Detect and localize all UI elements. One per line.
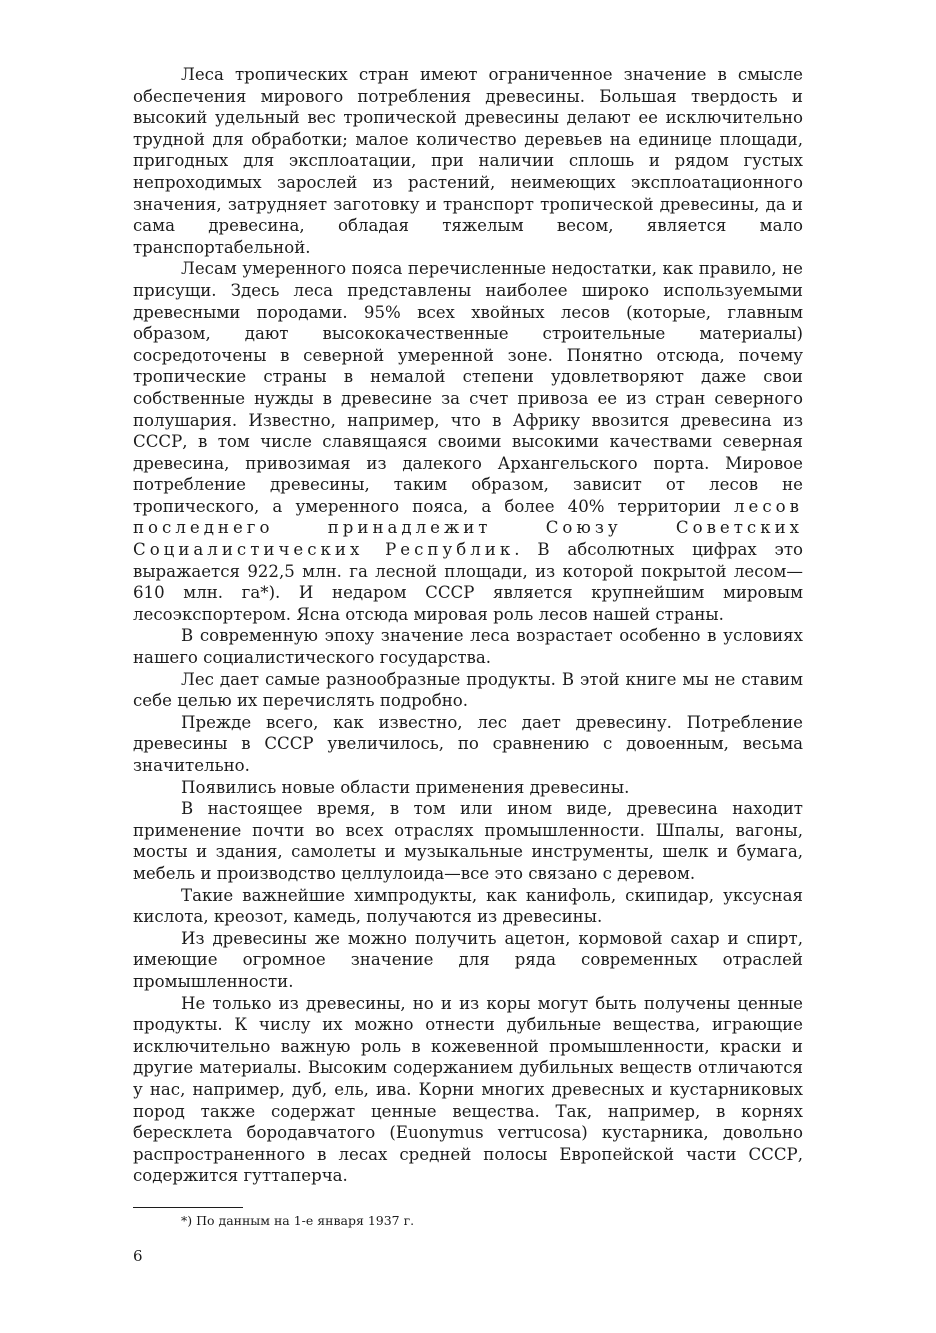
paragraph-industries: В настоящее время, в том или ином виде, древесина находит применение почти во всех отраслях промышленности. Шпалы, вагоны, мосты и здания, самолеты и музыкальные инструменты, шелк и бумага, мебель и производство целлулоида—все это связано с деревом. — [133, 799, 803, 883]
paragraph-bark-products: Не только из древесины, но и из коры могут быть получены ценные продукты. К числу их можно отнести дубильные вещества, играющие исключительно важную роль в кожевенной промышленности, краски и другие материалы. Высоким содержанием дубильных веществ отличаются у нас, например, дуб, ель, ива. Корни многих древесных и кустарниковых пород также содержат ценные вещества. Так, например, в корнях бересклета бородавчатого (Euonymus verrucosa) кустарника, довольно распространенного в лесах средней полосы Европейской части СССР, содержится гуттаперча. — [133, 993, 803, 1186]
page-number: 6 — [133, 1247, 143, 1265]
paragraph-new-applications: Появились новые области применения древесины. — [181, 777, 630, 797]
body-text — [133, 64, 803, 1187]
footnote-divider — [133, 1207, 243, 1208]
paragraph-acetone-sugar: Из древесины же можно получить ацетон, кормовой сахар и спирт, имеющие огромное значение для ряда современных отраслей промышленности. — [133, 928, 803, 991]
paragraph-temperate-forests-tail: . В абсолютных цифрах это выражается 922,5 млн. га лесной площади, из которой покрытой лесом—610 млн. га*). И недаром СССР является крупнейшим мировым лесоэкспортером. Ясна отсюда мировая роль лесов нашей страны. — [133, 540, 803, 624]
paragraph-temperate-forests-lead: Лесам умеренного пояса перечисленные недостатки, как правило, не присущи. Здесь леса представлены наиболее широко используемыми древесными породами. 95% всех хвойных лесов (которые, главным образом, дают высококачественные строительные материалы) сосредоточены в северной умеренной зоне. Понятно отсюда, почему тропические страны в немалой степени удовлетворяют даже свои собственные нужды в древесине за счет привоза ее из стран северного полушария. Известно, например, что в Африку ввозится древесина из СССР, в том числе славящаяся своими высокими качествами северная древесина, привозимая из далекого Архангельского порта. Мировое потребление древесины, таким образом, зависит от лесов не тропического, а умеренного пояса, а более 40% территории — [133, 259, 803, 516]
paragraph-tropical-forests: Леса тропических стран имеют ограниченное значение в смысле обеспечения мирового потребления древесины. Большая твердость и высокий удельный вес тропической древесины делают ее исключительно трудной для обработки; малое количество деревьев на единице площади, пригодных для эксплоатации, при наличии сплошь и рядом густых непроходимых зарослей из растений, неимеющих эксплоатационного значения, затрудняет заготовку и транспорт тропической древесины, да и сама древесина, обладая тяжелым весом, является мало транспортабельной. — [133, 65, 803, 257]
paragraph-temperate-forests — [133, 258, 803, 625]
paragraph-modern-era: В современную эпоху значение леса возрастает особенно в условиях нашего социалистического государства. — [133, 626, 803, 668]
footnote: *) По данным на 1-е января 1937 г. — [181, 1213, 415, 1228]
paragraph-chemical-products: Такие важнейшие химпродукты, как канифоль, скипидар, уксусная кислота, креозот, камедь, получаются из древесины. — [133, 885, 803, 927]
paragraph-wood-consumption: Прежде всего, как известно, лес дает древесину. Потребление древесины в СССР увеличилось, по сравнению с довоенным, весьма значительно. — [133, 712, 803, 775]
paragraph-diverse-products: Лес дает самые разнообразные продукты. В этой книге мы не ставим себе целью их перечислять подробно. — [133, 669, 803, 711]
spaced-emphasis: лесов последнего принадлежит Союзу Советских Социалистических Республик — [133, 496, 803, 560]
